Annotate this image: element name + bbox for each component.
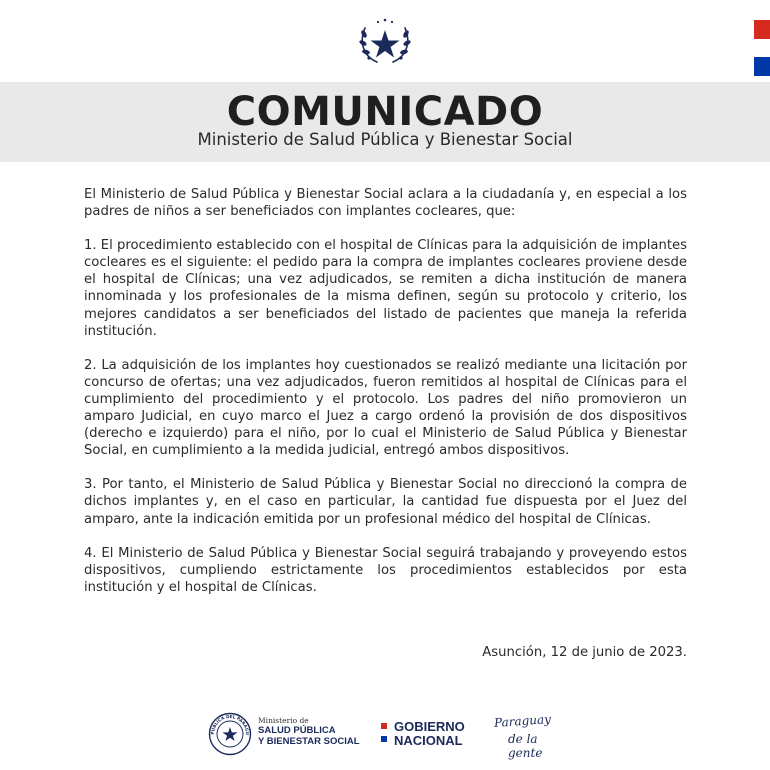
page-title: COMUNICADO: [226, 89, 544, 135]
gobierno-red-mark: [381, 723, 387, 729]
slogan-line-1: Paraguay: [493, 712, 552, 730]
ministry-small-text: Ministerio de: [258, 716, 309, 725]
paraguay-slogan-logo: [493, 712, 574, 760]
gobierno-line-1: GOBIERNO: [394, 719, 465, 734]
gobierno-line-2: NACIONAL: [394, 733, 463, 748]
ministry-line-2: Y BIENESTAR SOCIAL: [258, 735, 360, 747]
page-subtitle: Ministerio de Salud Pública y Bienestar Social: [197, 130, 573, 149]
flag-blue-stripe: [754, 57, 770, 76]
intro-paragraph: El Ministerio de Salud Pública y Bienestar Social aclara a la ciudadanía y, en especial a los padres de niños a ser beneficiados con implantes cocleares, que:: [84, 187, 687, 220]
point-1: 1. El procedimiento establecido con el hospital de Clínicas para la adquisición de implantes cocleares es el siguiente: el pedido para la compra de implantes cocleares proviene desde el hospital de Clínicas; una vez adjudicados, se remiten a dicha institución de manera innominada y los profesionales de la misma definen, según su protocolo y criterio, los mejores candidatos a ser beneficiados del listado de pacientes que maneja la referida institución.: [84, 238, 687, 339]
national-seal-icon: [355, 14, 415, 68]
republic-seal-icon: [208, 712, 252, 756]
point-4: 4. El Ministerio de Salud Pública y Bienestar Social seguirá trabajando y proveyendo estos dispositivos, cumpliendo estrictamente los procedimientos establecidos por esta institución y el hospital de Clínicas.: [84, 545, 687, 595]
ministry-logo-text: [258, 726, 360, 747]
point-3: 3. Por tanto, el Ministerio de Salud Pública y Bienestar Social no direccionó la compra de dichos implantes y, en el caso en particular, la cantidad fue dispuesta por el Juez del amparo, ante la indicación emitida por un profesional médico del hospital de Clínicas.: [84, 477, 687, 527]
title-banner: [0, 82, 770, 162]
seal-text: PUBLICA DEL PARAGU: [209, 713, 251, 735]
point-2: 2. La adquisición de los implantes hoy cuestionados se realizó mediante una licitación por concurso de ofertas; una vez adjudicados, fueron remitidos al hospital de Clínicas para el cumplimiento del procedimiento y el protocolo. Los padres del niño promovieron un amparo Judicial, en cuyo marco el Juez a cargo ordenó la provisión de dos dispositivos (derecho e izquierdo) para el niño, por lo cual el Ministerio de Salud Pública y Bienestar Social, en cumplimiento a la medida judicial, entregó ambos dispositivos.: [84, 357, 687, 459]
gobierno-blue-mark: [381, 736, 387, 742]
slogan-line-2: de la gente: [508, 732, 543, 760]
ministry-line-1: SALUD PÚBLICA: [258, 725, 336, 736]
communique-body: [84, 186, 687, 613]
date-line: Asunción, 12 de junio de 2023.: [482, 645, 687, 660]
gobierno-nacional-logo: [394, 720, 465, 748]
flag-red-stripe: [754, 20, 770, 39]
